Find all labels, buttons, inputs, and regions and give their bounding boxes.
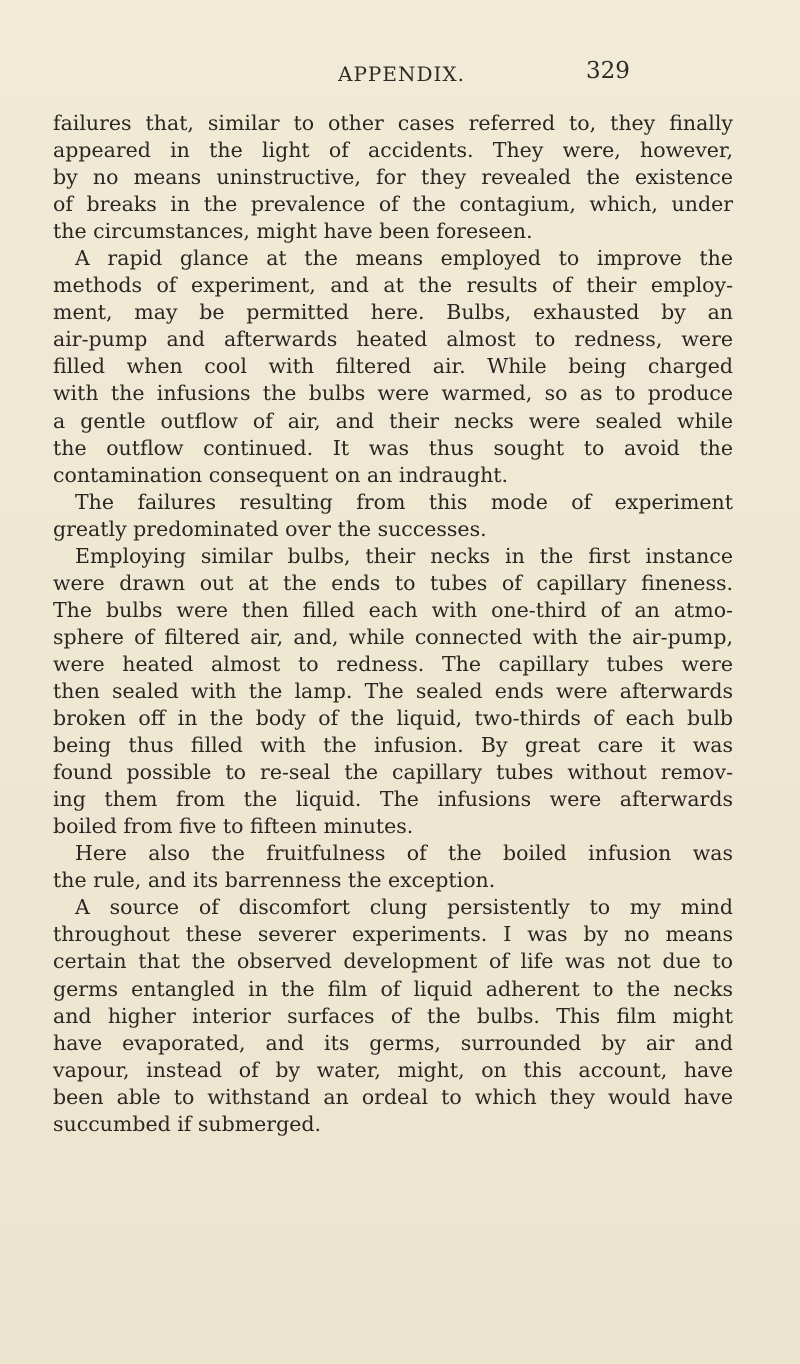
text-line: have evaporated, and its germs, surrounded by air and bbox=[53, 1030, 733, 1055]
text-line: broken off in the body of the liquid, two-thirds of each bulb bbox=[53, 706, 733, 731]
text-line: A rapid glance at the means employed to improve the bbox=[75, 246, 733, 271]
text-line: ing them from the liquid. The infusions were afterwards bbox=[53, 787, 733, 812]
text-line: greatly predominated over the successes. bbox=[53, 516, 487, 541]
text-line: germs entangled in the film of liquid adherent to the necks bbox=[53, 976, 733, 1001]
text-line: the rule, and its barrenness the exception. bbox=[53, 868, 496, 893]
text-line: The failures resulting from this mode of experiment bbox=[75, 489, 733, 514]
text-line: were drawn out at the ends to tubes of capillary fineness. bbox=[53, 570, 733, 595]
text-line: and higher interior surfaces of the bulbs. This film might bbox=[53, 1003, 733, 1028]
text-line: a gentle outflow of air, and their necks were sealed while bbox=[53, 408, 733, 433]
text-line: certain that the observed development of life was not due to bbox=[53, 949, 733, 974]
running-head: APPENDIX. bbox=[338, 62, 465, 86]
text-line: boiled from five to fifteen minutes. bbox=[53, 814, 414, 839]
text-line: the circumstances, might have been foreseen. bbox=[53, 219, 533, 244]
text-line: ment, may be permitted here. Bulbs, exhausted by an bbox=[53, 300, 733, 325]
text-line: the outflow continued. It was thus sought to avoid the bbox=[53, 435, 733, 460]
text-line: air-pump and afterwards heated almost to redness, were bbox=[53, 327, 733, 352]
page-number: 329 bbox=[586, 58, 630, 84]
text-line: were heated almost to redness. The capillary tubes were bbox=[53, 651, 733, 676]
text-line: methods of experiment, and at the results of their employ- bbox=[53, 273, 733, 298]
text-line: succumbed if submerged. bbox=[53, 1111, 321, 1136]
text-line: sphere of filtered air, and, while connected with the air-pump, bbox=[53, 624, 733, 649]
text-line: Employing similar bulbs, their necks in the first instance bbox=[75, 543, 733, 568]
text-line: Here also the fruitfulness of the boiled infusion was bbox=[75, 841, 733, 866]
text-line: been able to withstand an ordeal to which they would have bbox=[53, 1084, 733, 1109]
text-line: failures that, similar to other cases referred to, they finally bbox=[53, 111, 733, 135]
text-line: of breaks in the prevalence of the contagium, which, under bbox=[53, 192, 733, 217]
text-line: found possible to re-seal the capillary tubes without remov- bbox=[53, 760, 733, 785]
text-line: appeared in the light of accidents. They were, however, bbox=[53, 138, 733, 163]
text-line: then sealed with the lamp. The sealed ends were afterwards bbox=[53, 678, 733, 703]
page-header bbox=[0, 58, 800, 102]
text-line: filled when cool with filtered air. While being charged bbox=[53, 354, 733, 379]
text-line: with the infusions the bulbs were warmed, so as to produce bbox=[53, 381, 733, 406]
text-line: A source of discomfort clung persistently to my mind bbox=[75, 895, 733, 920]
text-line: contamination consequent on an indraught. bbox=[53, 462, 509, 487]
text-line: vapour, instead of by water, might, on this account, have bbox=[53, 1057, 733, 1082]
text-line: The bulbs were then filled each with one-third of an atmo- bbox=[53, 597, 733, 622]
text-line: by no means uninstructive, for they revealed the existence bbox=[53, 165, 733, 190]
text-line: being thus filled with the infusion. By great care it was bbox=[53, 733, 733, 758]
text-line: throughout these severer experiments. I was by no means bbox=[53, 922, 733, 947]
body-text bbox=[53, 110, 733, 1138]
